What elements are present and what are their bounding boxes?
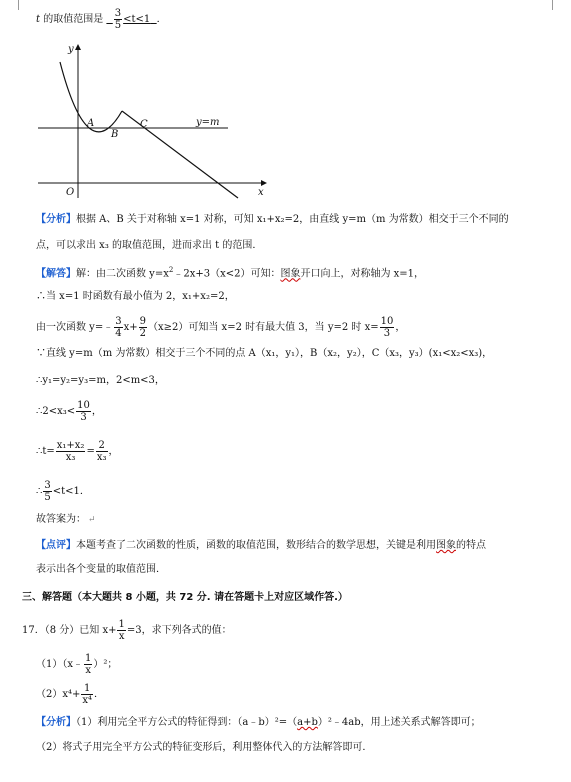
solution-line-5: ∴y₁=y₂=y₃=m，2<m<3， <box>36 375 165 386</box>
q17-analysis-line-1: 【分析】（1）利用完全平方公式的特征得到：（a﹣b）²=（a+b）²﹣4ab，用上述关系式解答即可； <box>36 717 481 728</box>
section-heading: 三、解答题（本大题共 8 小题，共 72 分. 请在答题卡上对应区域作答.） <box>22 592 348 603</box>
q17-analysis-line-2: （2）将式子用完全平方公式的特征变形后，利用整体代入的方法解答即可． <box>36 742 373 753</box>
solution-line-8: ∴ $\frac{3}{5}$ <t<1． <box>36 480 90 503</box>
solution-line-9: 故答案为： ↵ <box>36 514 96 525</box>
solution-tag: 【解答】 <box>36 268 76 280</box>
y-axis-arrow <box>75 44 81 50</box>
analysis-line-1: 【分析】根据 A、B 关于对称轴 x=1 对称，可知 x₁+x₂=2，由直线 y=m（m 为常数）相交于三个不同的 <box>36 214 509 225</box>
x-axis-arrow <box>261 180 267 186</box>
function-graph <box>36 40 276 202</box>
solution-line-6: ∴2<x₃< $\frac{10}{3}$ ， <box>36 400 102 423</box>
solution-line-3: 由一次函数 y=﹣ $\frac{3}{4}$ x+ $\frac{9}{2}$ （x≥2）可知当 x=2 时有最大值 3，当 y=2 时 x= $\frac{10}{3}$ ， <box>36 316 406 339</box>
origin-label: O <box>66 187 75 198</box>
margin-mark-left <box>8 0 19 10</box>
answer-blank: $\frac{3}{5}$ <t<1 <box>114 8 151 31</box>
point-c-label: C <box>140 119 148 130</box>
solution-line-7: ∴t= $\frac{\text{x₁+x₂}}{\text{x₃}}$ = $\frac{2}{\text{x₃}}$ ， <box>36 440 119 463</box>
question-17-part-1: （1）（x﹣ $\frac{1}{x}$ ）²； <box>36 653 118 676</box>
solution-line-1: 【解答】解：由二次函数 $y=x^2﹣2x+3(x<2)$可知：图象开口向上，对称轴为 x=1， <box>36 266 425 280</box>
analysis-tag: 【分析】 <box>36 214 76 225</box>
question-17-part-2: （2）x⁴+ $\frac{1}{\text{x⁴}}$ ． <box>36 683 105 706</box>
point-a-label: A <box>87 118 95 129</box>
comment-line-2: 表示出各个变量的取值范围． <box>36 564 166 575</box>
line-m-label: y=m <box>196 117 220 128</box>
answer-line: t 的取值范围是 $\frac{3}{5}$ <t<1 ． <box>36 8 167 31</box>
comment-tag: 【点评】 <box>36 540 76 551</box>
margin-mark-right <box>552 0 563 10</box>
question-17: 17．（8 分）已知 x+ $\frac{1}{x}$ =3，求下列各式的值： <box>22 619 232 642</box>
analysis-line-2: 点，可以求出 x₃ 的取值范围，进而求出 t 的范围． <box>36 240 263 251</box>
solution-line-4: ∵直线 y=m（m 为常数）相交于三个不同的点 A（x₁，y₁），B（x₂，y₂），C（x₃，y₃）(x₁<x₂<x₃)， <box>36 348 493 359</box>
solution-line-2: ∴当 x=1 时函数有最小值为 2，x₁+x₂=2， <box>36 291 235 302</box>
point-b-label: B <box>111 129 119 140</box>
q17-analysis-tag: 【分析】 <box>36 717 76 728</box>
y-axis-label: y <box>68 44 74 55</box>
x-axis-label: x <box>258 187 264 198</box>
comment-line-1: 【点评】本题考查了二次函数的性质，函数的取值范围，数形结合的数学思想，关键是利用图象的特点 <box>36 540 486 551</box>
